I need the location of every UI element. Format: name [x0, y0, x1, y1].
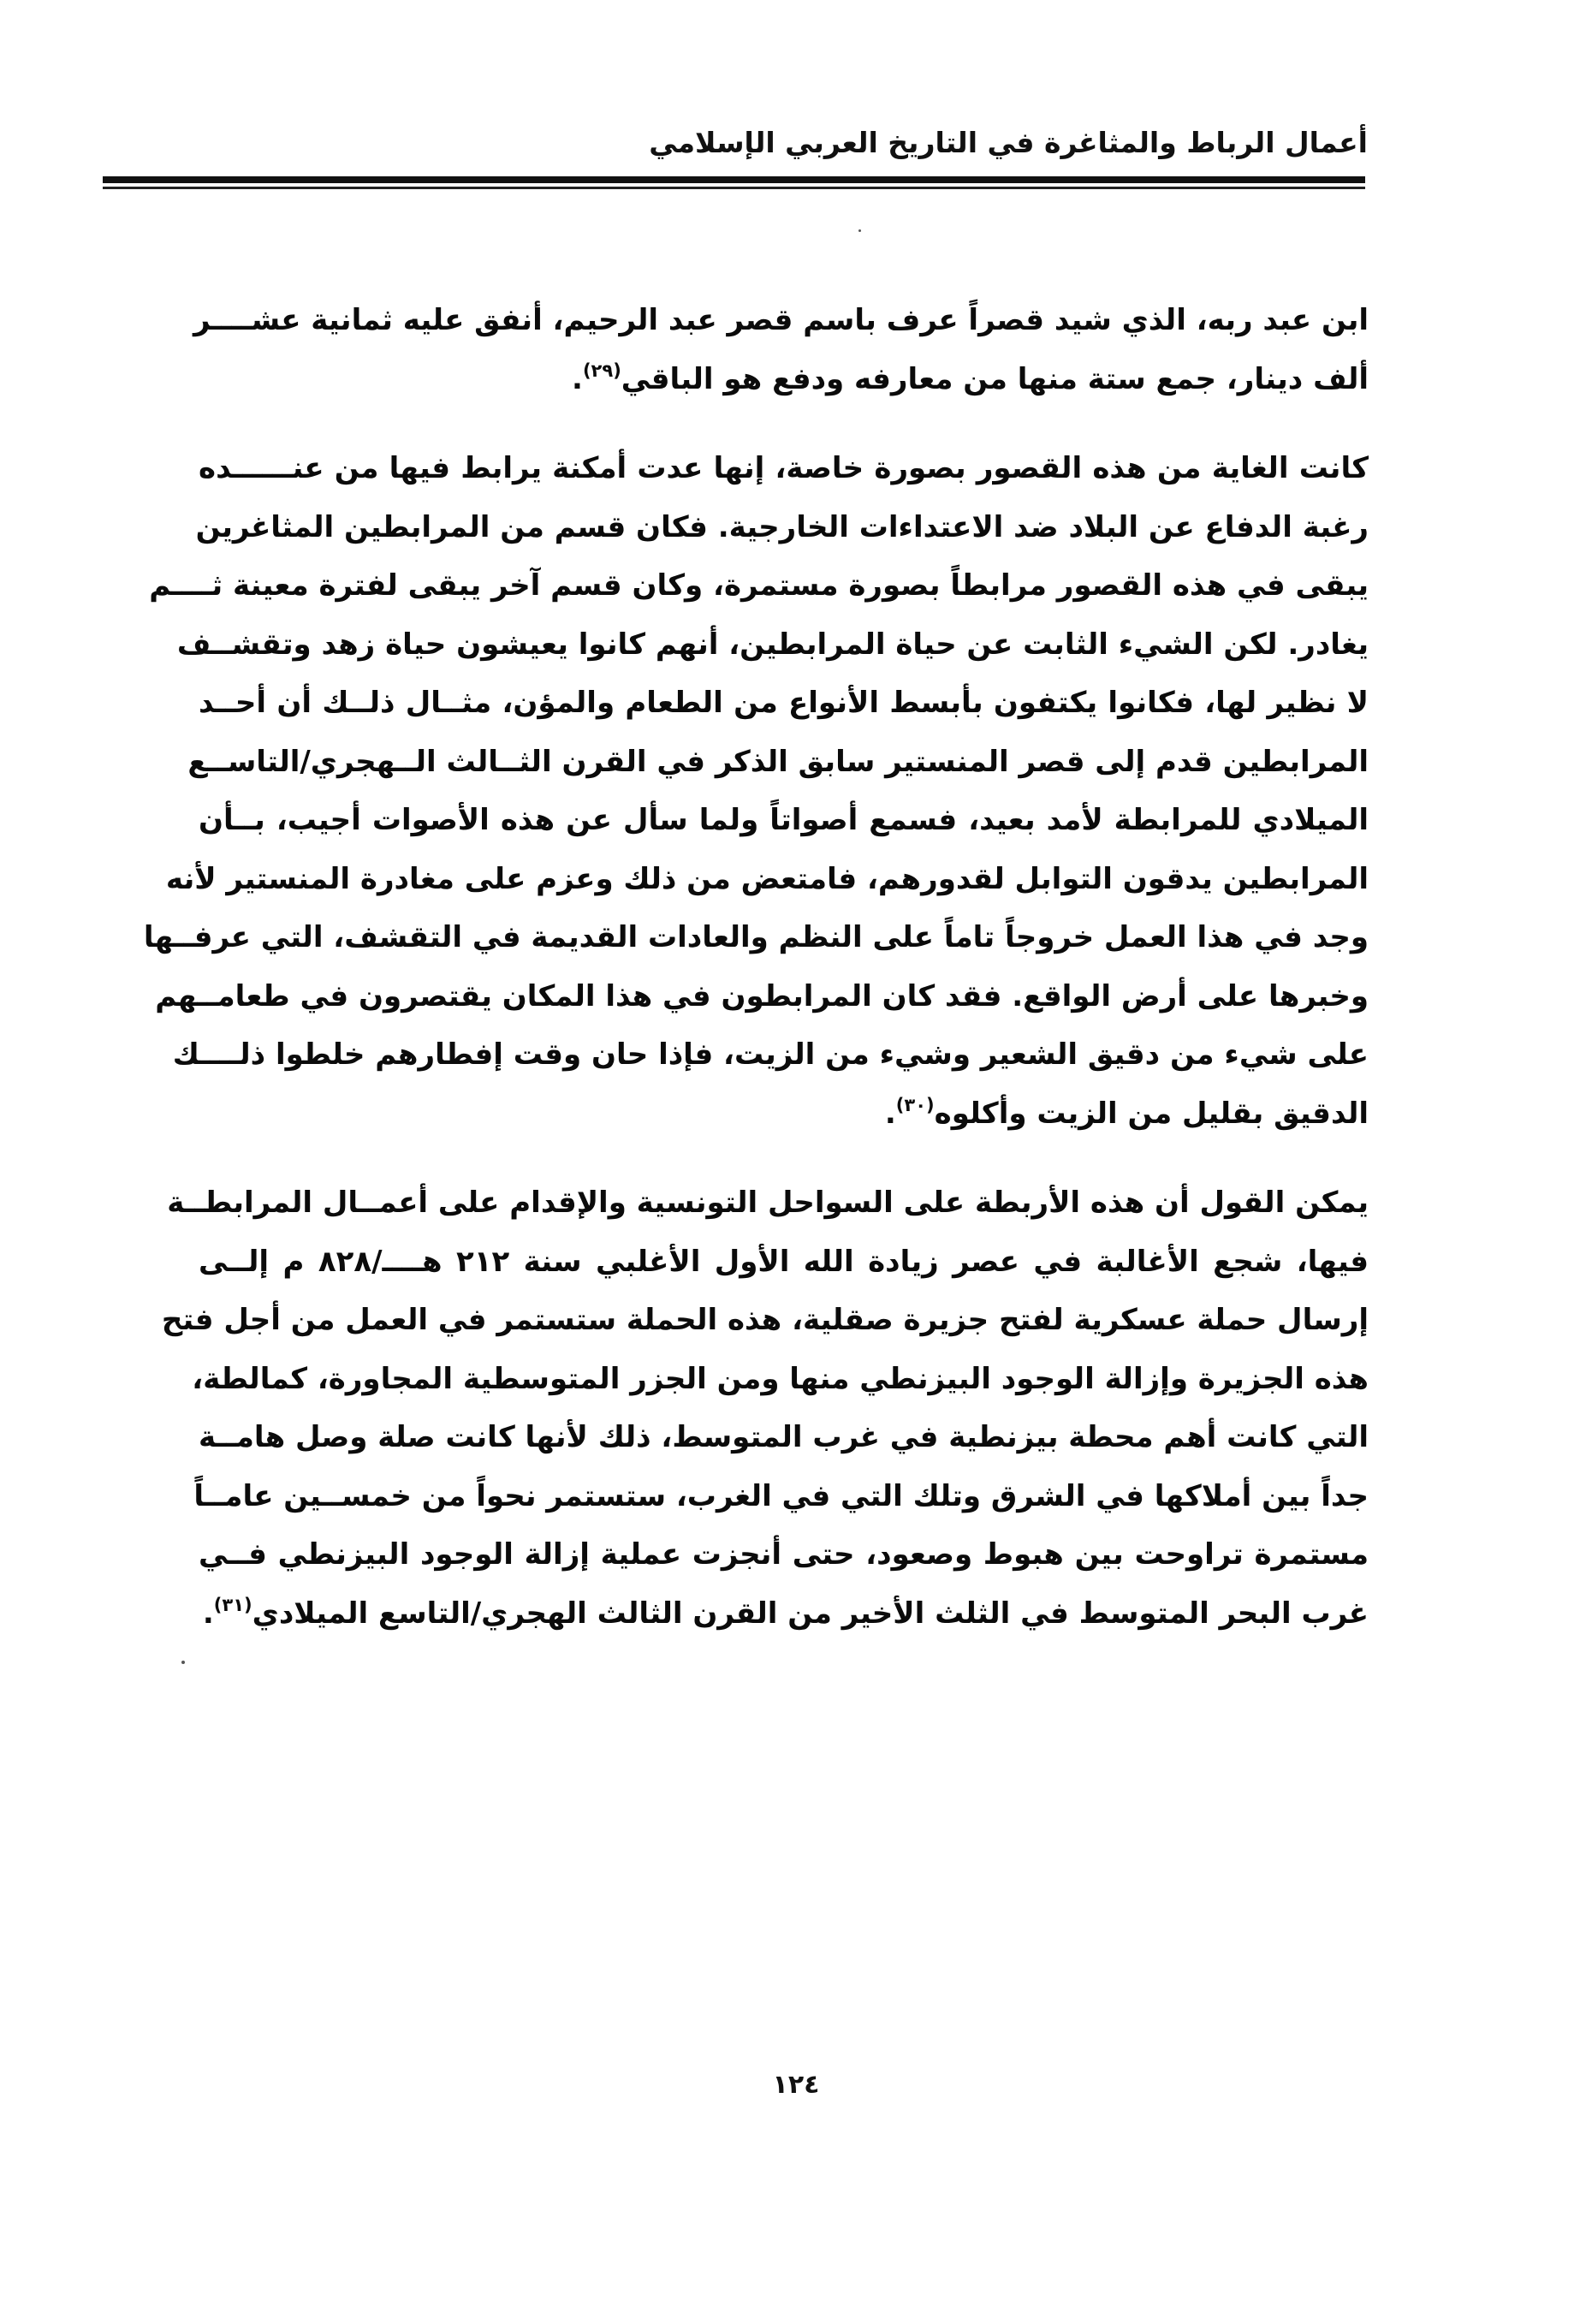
footnote-ref[interactable]: (٣١) — [213, 1594, 252, 1615]
paragraph-1 — [193, 291, 1369, 408]
text-line: هذه الجزيرة وإزالة الوجود البيزنطي منها ومن الجزر المتوسطية المجاورة، كمالطة، — [192, 1361, 1369, 1396]
running-header-title: أعمال الرباط والمثاغرة في التاريخ العربي الإسلامي — [649, 126, 1368, 159]
paragraph-3 — [161, 1174, 1369, 1643]
sentence-end: . — [572, 361, 583, 396]
text-line: يغادر. لكن الشيء الثابت عن حياة المرابطين، أنهم كانوا يعيشون حياة زهد وتقشــف — [176, 627, 1369, 662]
text-line-last — [199, 1584, 1369, 1643]
text-line: على شيء من دقيق الشعير وشيء من الزيت، فإذا حان وقت إفطارهم خلطوا ذلــــك — [172, 1037, 1369, 1072]
body-text — [143, 291, 1369, 1643]
footnote-ref[interactable]: (٣٠) — [895, 1094, 935, 1115]
footnote-ref[interactable]: (٢٩) — [582, 360, 621, 381]
text-line: مستمرة تراوحت بين هبوط وصعود، حتى أنجزت عملية إزالة الوجود البيزنطي فــي — [199, 1537, 1369, 1572]
scan-speck — [181, 1661, 185, 1664]
text-line: رغبة الدفاع عن البلاد ضد الاعتداءات الخارجية. فكان قسم من المرابطين المثاغرين — [195, 509, 1369, 544]
text-line: المرابطين قدم إلى قصر المنستير سابق الذكر في القرن الثــالث الــهجري/التاســع — [187, 744, 1369, 779]
text-line: يبقى في هذه القصور مرابطاً بصورة مستمرة، وكان قسم آخر يبقى لفترة معينة ثــــم — [149, 568, 1369, 603]
text-line-last — [199, 350, 1369, 409]
text-line: المرابطين يدقون التوابل لقدورهم، فامتعض من ذلك وعزم على مغادرة المنستير لأنه — [165, 861, 1369, 896]
page-number: ١٢٤ — [772, 2070, 820, 2100]
text-line: التي كانت أهم محطة بيزنطية في غرب المتوسط، ذلك لأنها كانت صلة وصل هامــة — [198, 1420, 1369, 1454]
text-line: جداً بين أملاكها في الشرق وتلك التي في الغرب، ستستمر نحواً من خمســين عامــاً — [193, 1478, 1369, 1513]
text-line: فيها، شجع الأغالبة في عصر زيادة الله الأول الأغلبي سنة ٢١٢ هــــ/٨٢٨ م إلــى — [199, 1244, 1369, 1279]
paragraph-2 — [143, 439, 1369, 1143]
scan-speck — [858, 229, 861, 232]
text-line-last — [199, 1085, 1369, 1144]
text-line: الميلادي للمرابطة لأمد بعيد، فسمع أصواتاً ولما سأل عن هذه الأصوات أجيب، بــأن — [199, 803, 1369, 837]
text-line: كانت الغاية من هذه القصور بصورة خاصة، إنها عدت أمكنة يرابط فيها من عنــــــده — [199, 451, 1369, 485]
text-line: غرب البحر المتوسط في الثلث الأخير من القرن الثالث الهجري/التاسع الميلادي — [252, 1596, 1369, 1631]
sentence-end: . — [202, 1596, 214, 1631]
text-line: ألف دينار، جمع ستة منها من معارفه ودفع هو الباقي — [621, 361, 1369, 396]
text-line: إرسال حملة عسكرية لفتح جزيرة صقلية، هذه الحملة ستستمر في العمل من أجل فتح — [161, 1303, 1369, 1337]
header-rule-thin — [103, 187, 1365, 189]
text-line: لا نظير لها، فكانوا يكتفون بأبسط الأنواع من الطعام والمؤن، مثــال ذلــك أن أحــد — [199, 686, 1369, 720]
text-line: ابن عبد ربه، الذي شيد قصراً عرف باسم قصر عبد الرحيم، أنفق عليه ثمانية عشــــر — [193, 303, 1369, 337]
text-line: يمكن القول أن هذه الأربطة على السواحل التونسية والإقدام على أعمــال المرابطــة — [167, 1186, 1369, 1220]
header-rule — [103, 176, 1365, 183]
sentence-end: . — [884, 1096, 896, 1131]
text-line: وجد في هذا العمل خروجاً تاماً على النظم والعادات القديمة في التقشف، التي عرفــها — [143, 920, 1369, 954]
text-line: وخبرها على أرض الواقع. فقد كان المرابطون في هذا المكان يقتصرون في طعامــهم — [155, 978, 1369, 1013]
text-line: الدقيق بقليل من الزيت وأكلوه — [934, 1096, 1369, 1131]
